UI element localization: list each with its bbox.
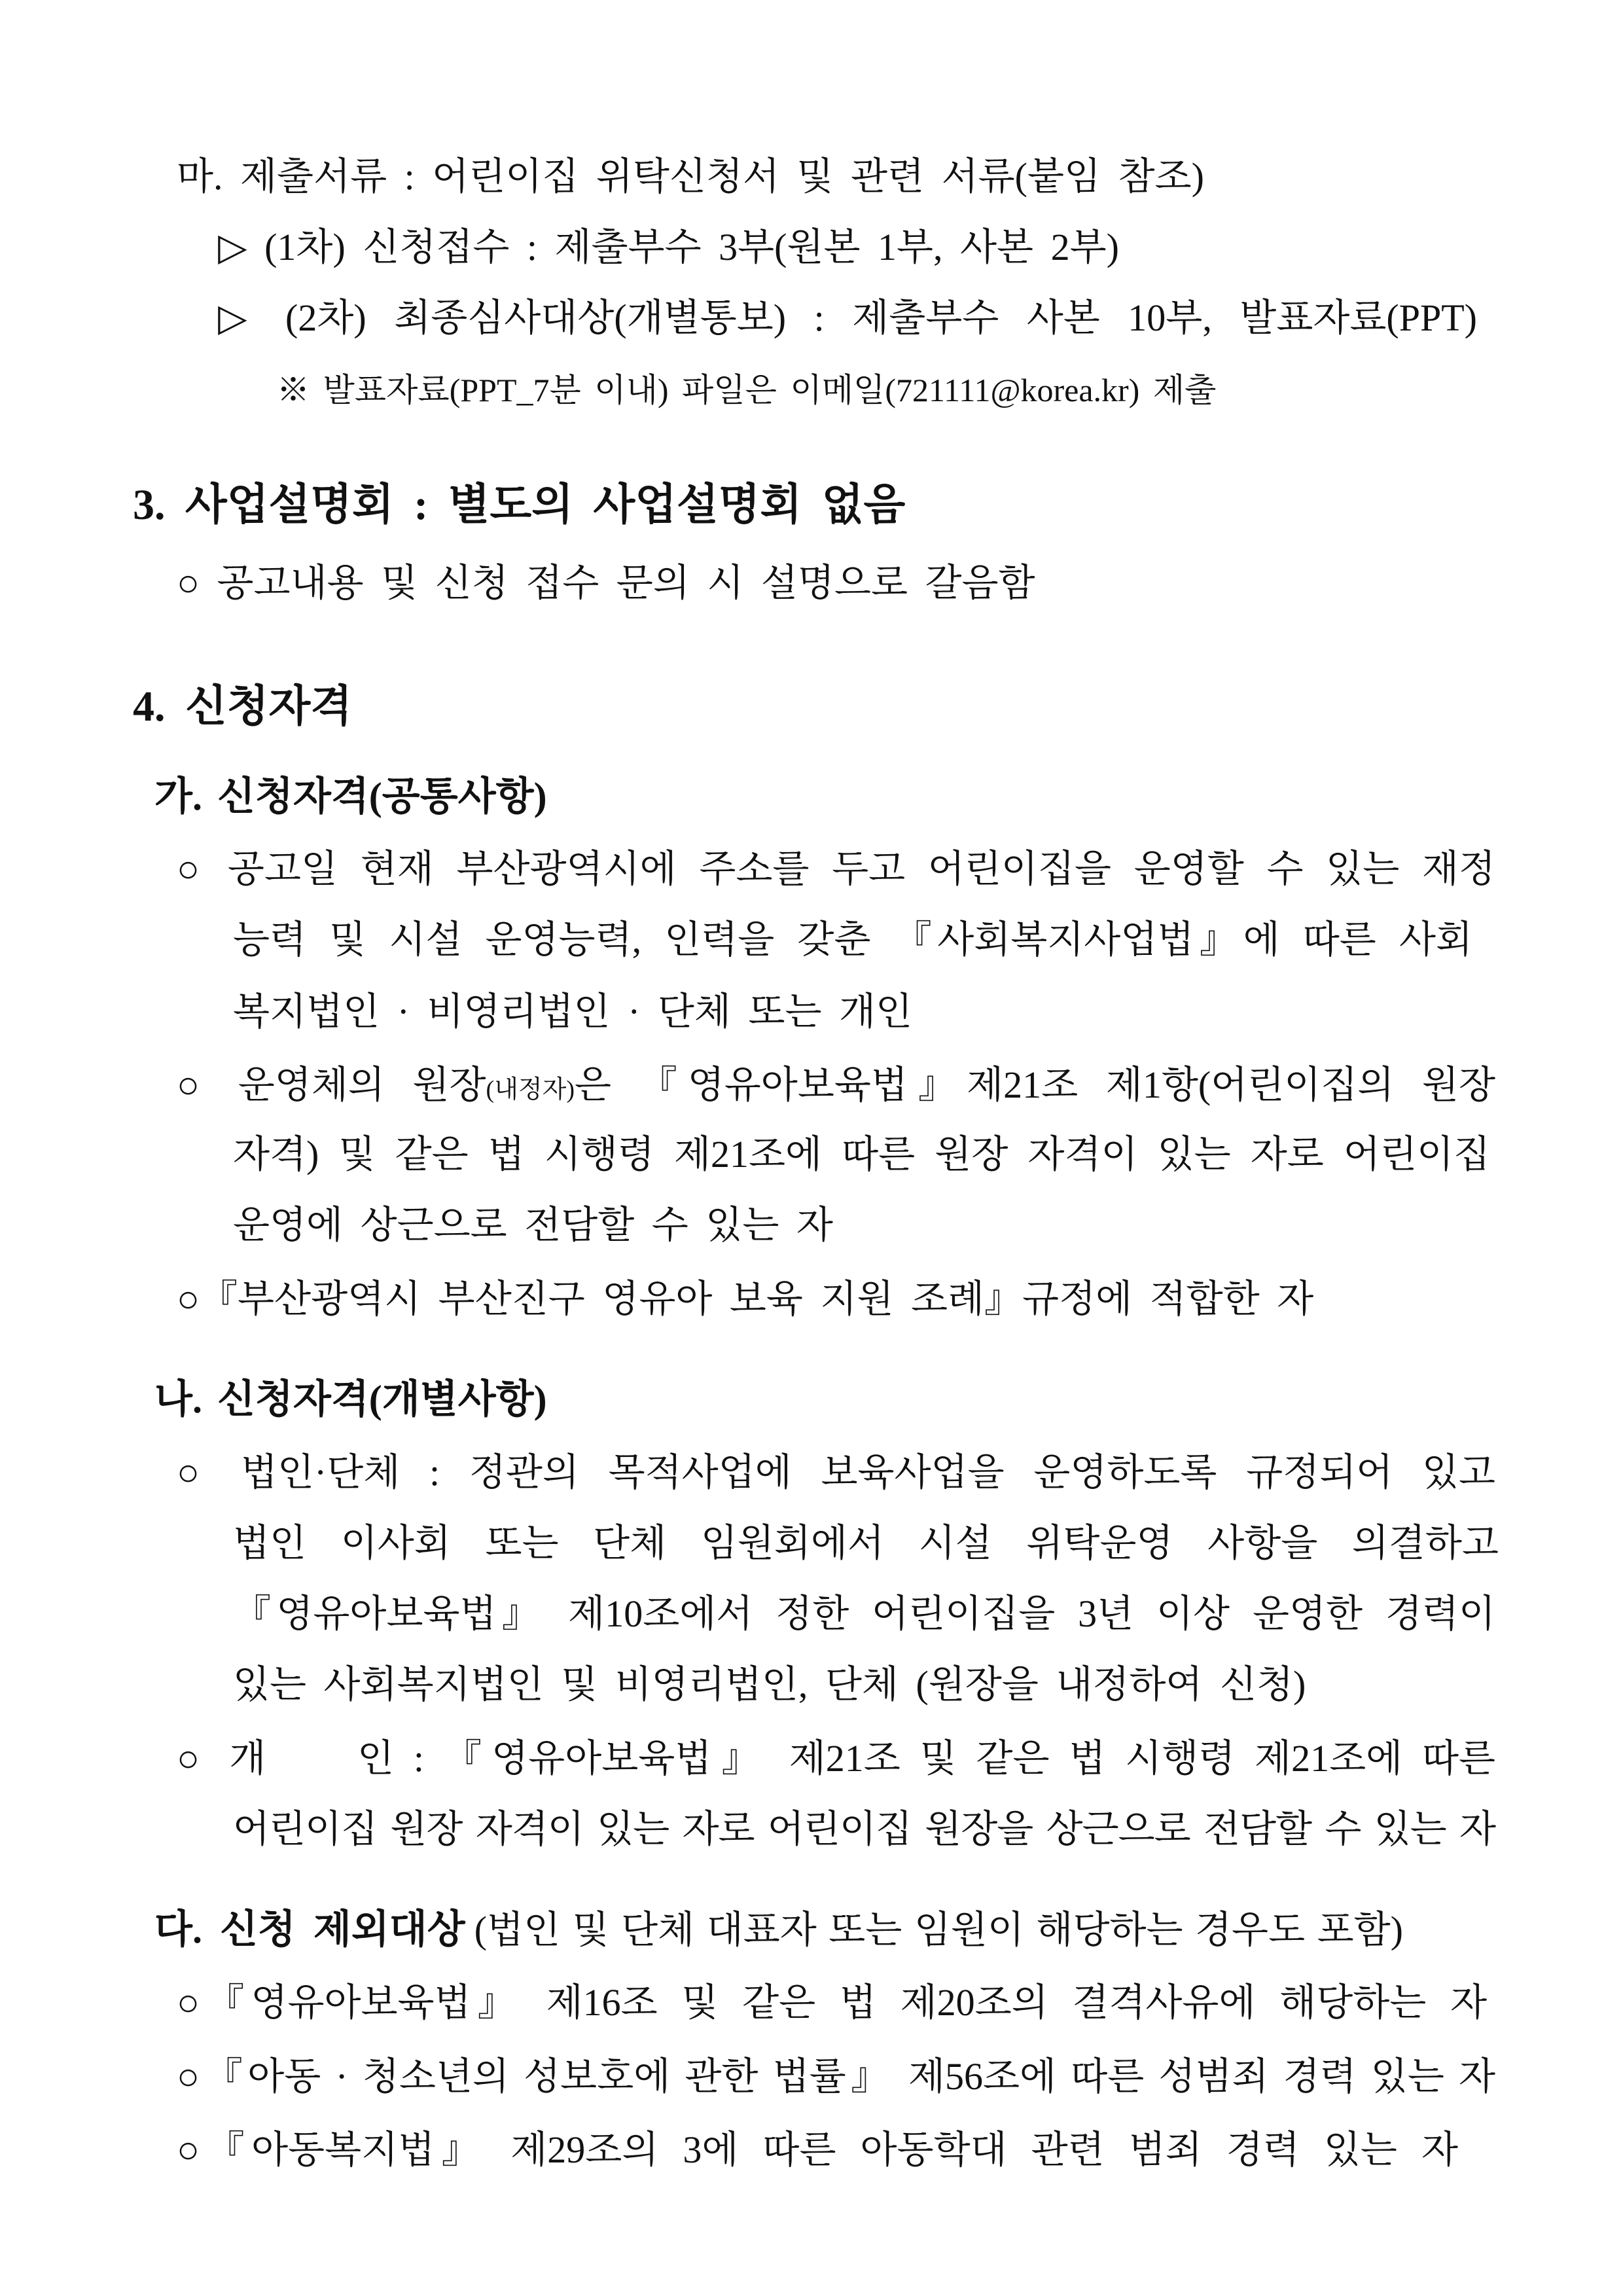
continuation-line: 운영에 상근으로 전담할 수 있는 자 <box>233 1204 833 1246</box>
bullet-line: ○『영유아보육법』 제16조 및 같은 법 제20조의 결격사유에 해당하는 자 <box>177 1981 1488 2024</box>
individual-eligibility-title: 나. 신청자격(개별사항) <box>154 1378 547 1421</box>
common-eligibility-title: 가. 신청자격(공통사항) <box>154 775 547 818</box>
excluded-note: (법인 및 단체 대표자 또는 임원이 해당하는 경우도 포함) <box>474 1909 1403 1951</box>
line-text: : 『영유아보육법』 제21조 및 같은 법 시행령 제21조에 따른 <box>413 1737 1496 1780</box>
briefing-bullet: ○ 공고내용 및 신청 접수 문의 시 설명으로 갈음함 <box>177 562 1035 604</box>
continuation-line: 자격) 및 같은 법 시행령 제21조에 따른 원장 자격이 있는 자로 어린이집 <box>233 1133 1490 1175</box>
continuation-line: 있는 사회복지법인 및 비영리법인, 단체 (원장을 내정하여 신청) <box>233 1663 1306 1706</box>
bullet-line: ○『아동 · 청소년의 성보호에 관한 법률』 제56조에 따른 성범죄 경력 있는 자 <box>177 2055 1495 2098</box>
bullet-symbol: ○ <box>177 1737 210 1780</box>
continuation-line: 능력 및 시설 운영능력, 인력을 갖춘 『사회복지사업법』에 따른 사회 <box>233 918 1472 961</box>
line-text: ○ 운영체의 원장 <box>177 1064 486 1106</box>
line-text: 은 『영유아보육법』제21조 제1항(어린이집의 원장 <box>574 1064 1495 1106</box>
continuation-line: 어린이집 원장 자격이 있는 자로 어린이집 원장을 상근으로 전담할 수 있는 자 <box>233 1808 1495 1850</box>
bullet-line <box>177 1062 1495 1109</box>
bullet-line: ○ 공고일 현재 부산광역시에 주소를 두고 어린이집을 운영할 수 있는 재정 <box>177 848 1495 890</box>
continuation-line: 복지법인 · 비영리법인 · 단체 또는 개인 <box>233 990 913 1033</box>
submission-note: ※ 발표자료(PPT_7분 이내) 파일은 이메일(721111@korea.kr) 제출 <box>277 372 1217 408</box>
submission-step-1: ▷ (1차) 신청접수 : 제출부수 3부(원본 1부, 사본 2부) <box>218 226 1119 268</box>
briefing-section-title: 3. 사업설명회 : 별도의 사업설명회 없음 <box>133 481 906 529</box>
eligibility-section-title: 4. 신청자격 <box>133 683 353 730</box>
designee-note: (내정자) <box>486 1076 575 1103</box>
continuation-line: 『영유아보육법』 제10조에서 정한 어린이집을 3년 이상 운영한 경력이 <box>233 1592 1495 1635</box>
bullet-line: ○『부산광역시 부산진구 영유아 보육 지원 조례』규정에 적합한 자 <box>177 1278 1314 1320</box>
submission-step-2: ▷ (2차) 최종심사대상(개별통보) : 제출부수 사본 10부, 발표자료(PPT) <box>218 296 1477 339</box>
bullet-line: ○ 법인·단체 : 정관의 목적사업에 보육사업을 운영하도록 규정되어 있고 <box>177 1451 1495 1494</box>
bullet-line: ○『아동복지법』 제29조의 3에 따른 아동학대 관련 범죄 경력 있는 자 <box>177 2128 1458 2171</box>
continuation-line: 법인 이사회 또는 단체 임원회에서 시설 위탁운영 사항을 의결하고 <box>233 1522 1499 1564</box>
bullet-line <box>177 1735 1495 1782</box>
individual-label: 개 인 <box>229 1737 395 1780</box>
submission-heading: 마. 제출서류 : 어린이집 위탁신청서 및 관련 서류(붙임 참조) <box>177 155 1204 198</box>
excluded-title: 다. 신청 제외대상 <box>154 1908 465 1951</box>
excluded-title-line <box>154 1906 1403 1953</box>
